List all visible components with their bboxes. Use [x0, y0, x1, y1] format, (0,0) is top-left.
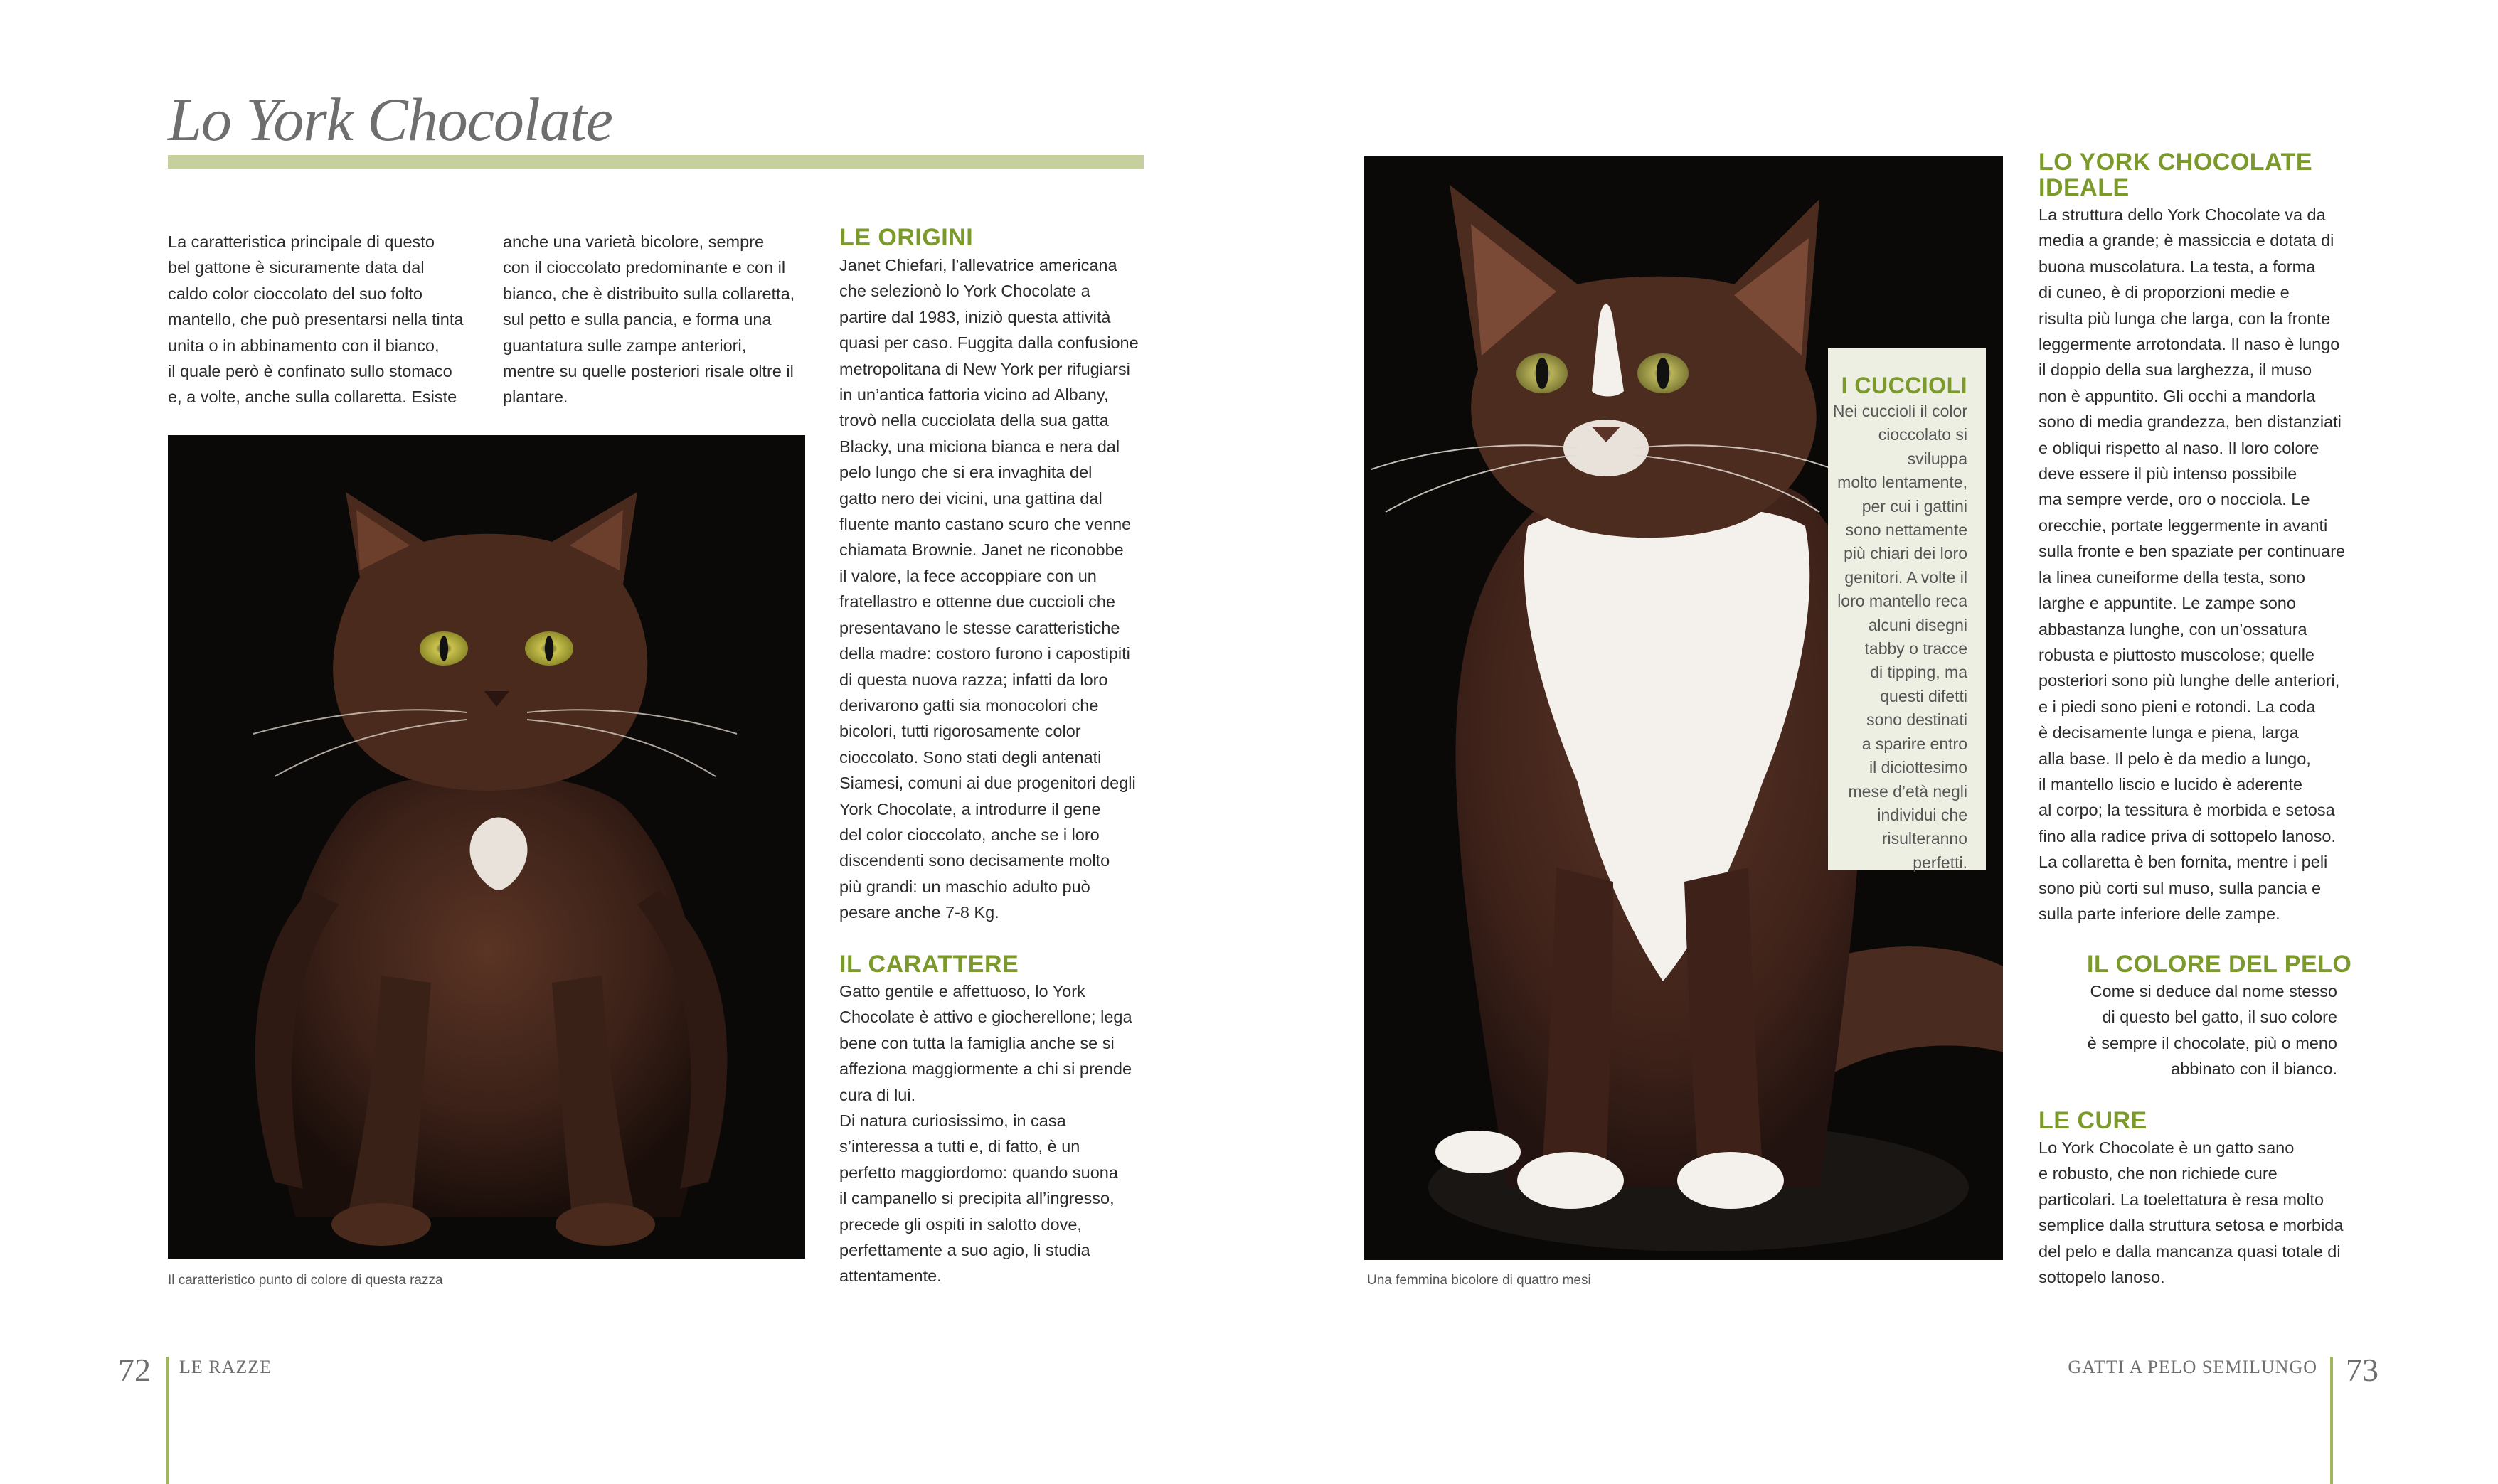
- kittens-text: Nei cuccioli il color cioccolato si sviluppa molto lentamente, per cui i gattini sono nettamente più chiari dei loro genitori. A volte il loro mantello reca alcuni disegni tabby o tracce di tipping, ma questi difetti sono destinati a sparire entro il diciottesimo mese d’età negli individui che risulteranno perfetti.: [1832, 402, 1967, 872]
- intro-text-col1: La caratteristica principale di questo bel gattone è sicuramente data dal caldo color cioccolato del suo folto mantello, che può presentarsi nella tinta unita o in abbinamento con il bianco, il quale però è confinato sullo stomaco e, a volte, anche sulla collaretta. Esiste: [168, 233, 464, 407]
- heading-character: IL CARATTERE: [839, 951, 1019, 978]
- photo-caption-left: Il caratteristico punto di colore di questa razza: [168, 1273, 443, 1288]
- page-number-left: 72: [118, 1352, 151, 1388]
- character-text: Gatto gentile e affettuoso, lo York Chocolate è attivo e giocherellone; lega bene con tutta la famiglia anche se si affeziona maggiormente a chi si prende cura di lui. Di natura curiosissimo, in casa s’interessa a tutti e, di fatto, è un perfetto maggiordomo: quando suona il campanello si precipita all’ingresso, precede gli ospiti in salotto dove, perfettamente a suo agio, li studia attentamente.: [839, 982, 1132, 1286]
- coat-color-text: Come si deduce dal nome stesso di questo bel gatto, il suo colore è sempre il chocolate, più o meno abbinato con il bianco.: [2087, 982, 2337, 1079]
- title-rule: [168, 155, 1144, 169]
- section-label-right: GATTI A PELO SEMILUNGO: [2068, 1357, 2317, 1377]
- page-number-right: 73: [2346, 1352, 2379, 1388]
- heading-ideal: LO YORK CHOCOLATE IDEALE: [2039, 149, 2313, 201]
- footer-rule-left: [166, 1357, 169, 1484]
- heading-care: LE CURE: [2039, 1107, 2147, 1134]
- care-text: Lo York Chocolate è un gatto sano e robusto, che non richiede cure particolari. La toelettatura è resa molto semplice dalla struttura setosa e morbida del pelo e dalla mancanza quasi totale di sottopelo lanoso.: [2039, 1138, 2344, 1287]
- origins-text: Janet Chiefari, l’allevatrice americana che selezionò lo York Chocolate a partire dal 1983, iniziò questa attività quasi per caso. Fuggita dalla confusione metropolitana di New York per rifugiarsi in un’antica fattoria vicino ad Albany, trovò nella cucciolata della sua gatta Blacky, una miciona bianca e nera dal pelo lungo che si era invaghita del gatto nero dei vicini, una gattina dal fluente manto castano scuro che venne chiamata Brownie. Janet ne riconobbe il valore, la fece accoppiare con un fratellastro e ottenne due cuccioli che presentavano le stesse caratteristiche della madre: costoro furono i capostipiti di questa nuova razza; infatti da loro derivarono gatti sia monocolori che bicolori, tutti rigorosamente color cioccolato. Sono stati degli antenati Siamesi, comuni ai due progenitori degli York Chocolate, a introdurre il gene del color cioccolato, anche se i loro discendenti sono decisamente molto più grandi: un maschio adulto può pesare anche 7-8 Kg.: [839, 256, 1139, 922]
- page-title: Lo York Chocolate: [168, 85, 612, 154]
- intro-text-col2: anche una varietà bicolore, sempre con il cioccolato predominante e con il bianco, che è distribuito sulla collaretta, sul petto e sulla pancia, e forma una guantatura sulle zampe anteriori, mentre su quelle posteriori risale oltre il plantare.: [503, 233, 795, 407]
- cat-solid-chocolate-illustration: [168, 435, 805, 1259]
- heading-origins: LE ORIGINI: [839, 224, 974, 251]
- cat-photo-solid-chocolate: [168, 435, 805, 1259]
- heading-kittens: I CUCCIOLI: [1841, 373, 1967, 398]
- footer-rule-right: [2330, 1357, 2333, 1484]
- heading-coat-color: IL COLORE DEL PELO: [2087, 951, 2352, 978]
- section-label-left: LE RAZZE: [179, 1357, 272, 1377]
- photo-caption-right: Una femmina bicolore di quattro mesi: [1367, 1273, 1591, 1288]
- ideal-text: La struttura dello York Chocolate va da media a grande; è massiccia e dotata di buona muscolatura. La testa, a forma di cuneo, è di proporzioni medie e risulta più lunga che larga, con la fronte leggermente arrotondata. Il naso è lungo il doppio della sua larghezza, il muso non è appuntito. Gli occhi a mandorla sono di media grandezza, ben distanziati e obliqui rispetto al naso. Il loro colore deve essere il più intenso possibile ma sempre verde, oro o nocciola. Le orecchie, portate leggermente in avanti sulla fronte e ben spaziate per continuare la linea cuneiforme della testa, sono larghe e appuntite. Le zampe sono abbastanza lunghe, con un’ossatura robusta e piuttosto muscolose; quelle posteriori sono più lunghe delle anteriori, e i piedi sono pieni e rotondi. La coda è decisamente lunga e piena, larga alla base. Il pelo è da medio a lungo, il mantello liscio e lucido è aderente al corpo; la tessitura è morbida e setosa fino alla radice priva di sottopelo lanoso. La collaretta è ben fornita, mentre i peli sono più corti sul muso, sulla pancia e sulla parte inferiore delle zampe.: [2039, 205, 2346, 923]
